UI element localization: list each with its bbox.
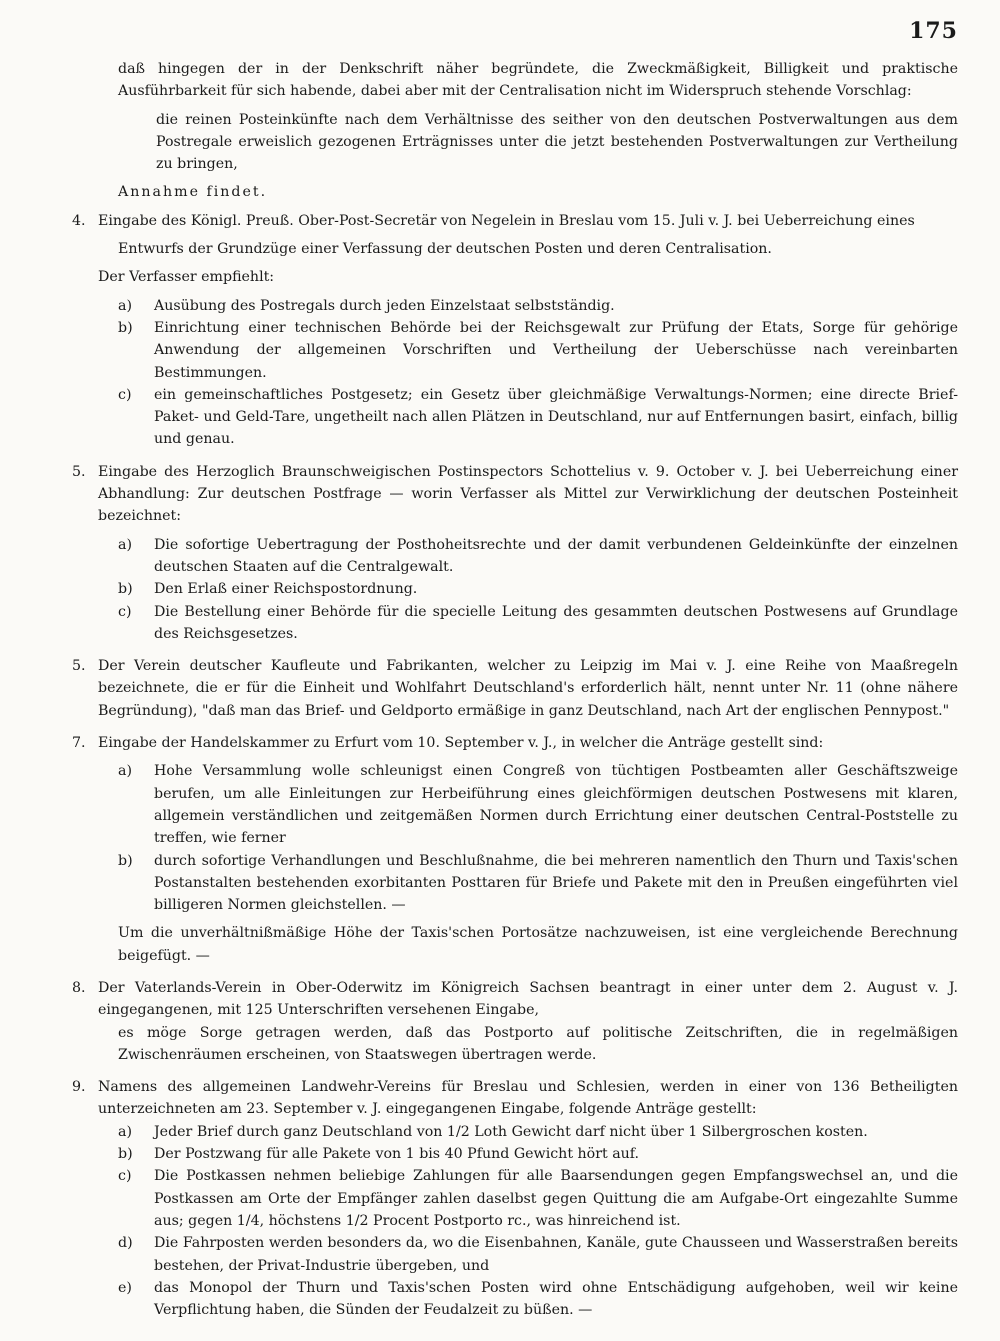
item-number: 5.	[72, 463, 86, 480]
sub-label: b)	[118, 581, 133, 598]
item-text: Der Verein deutscher Kaufleute und Fabrikanten, welcher zu Leipzig im Mai v. J. eine Reihe von Maaßregeln bezeichnete, die er für die Einheit und Wohlfahrt Deutschland's erforderlich hält, nennt unter Nr. 11 (ohne nähere Begründung), "daß man das Brief- und Geldporto ermäßige in ganz Deutschland, nach Art der englischen Pennypost."	[98, 658, 958, 719]
sub-label: a)	[118, 536, 132, 553]
sub-text: Die Postkassen nehmen beliebige Zahlungen für alle Baarsendungen gegen Empfangswechsel an, und die Postkassen am Orte der Empfänger zahlen daselbst gegen Quittung die am Aufgabe-Ort eingezahlte Summe aus; gegen 1/4, höchstens 1/2 Procent Postporto rc., was hinreichend ist.	[154, 1168, 958, 1229]
list-item	[72, 732, 958, 967]
sub-label: c)	[118, 1168, 132, 1185]
sub-text: Der Postzwang für alle Pakete von 1 bis 40 Pfund Gewicht hört auf.	[154, 1146, 640, 1163]
sub-item	[98, 601, 958, 646]
item-text: Eingabe der Handelskammer zu Erfurt vom 10. September v. J., in welcher die Anträge gestellt sind:	[98, 735, 824, 752]
intro-paragraph: daß hingegen der in der Denkschrift näher begründete, die Zweckmäßigkeit, Billigkeit und praktische Ausführbarkeit für sich habende, dabei aber mit der Centralisation nicht im Widerspruch stehende Vorschlag:	[118, 61, 958, 100]
item-number: 7.	[72, 735, 86, 752]
list-item	[72, 210, 958, 451]
sub-text: Einrichtung einer technischen Behörde bei der Reichsgewalt zur Prüfung der Etats, Sorge für gehörige Anwendung der allgemeinen Vorschriften und Vertheilung der Ueberschüsse nach vereinbarten Bestimmungen.	[154, 319, 958, 381]
sub-text: Den Erlaß einer Reichspostordnung.	[154, 581, 418, 598]
item-number: 5.	[72, 658, 86, 675]
item-title: Entwurfs der Grundzüge einer Verfassung der deutschen Posten und deren Centralisation.	[118, 241, 772, 258]
sub-text: Hohe Versammlung wolle schleunigst einen Congreß von tüchtigen Postbeamten aller Geschäftszweige berufen, um alle Einleitungen zur Herbeiführung eines gleichförmigen deutschen Postwesens mit klaren, allgemein verständlichen und zeitgemäßen Normen durch Errichtung einer deutschen Central-Poststelle zu treffen, wie ferner	[154, 763, 958, 847]
sub-item	[98, 1143, 958, 1165]
sub-text: Die Bestellung einer Behörde für die specielle Leitung des gesammten deutschen Postwesens auf Grundlage des Reichsgesetzes.	[154, 603, 958, 642]
sub-text: das Monopol der Thurn und Taxis'schen Posten wird ohne Entschädigung aufgehoben, weil wir keine Verpflichtung haben, die Sünden der Feudalzeit zu büßen. —	[154, 1279, 958, 1319]
page-number: 175	[909, 18, 958, 44]
item-text: Eingabe des Königl. Preuß. Ober-Post-Secretär von Negelein in Breslau vom 15. Juli v. J. bei Ueberreichung eines	[98, 212, 915, 229]
sub-text: Ausübung des Postregals durch jeden Einzelstaat selbstständig.	[154, 297, 615, 314]
sub-text: ein gemeinschaftliches Postgesetz; ein Gesetz über gleichmäßige Verwaltungs-Normen; eine directe Brief-Paket- und Geld-Tare, ungetheilt nach allen Plätzen in Deutschland, nur auf Entfernungen basirt, einfach, billig und genau.	[154, 386, 958, 448]
sub-item	[98, 534, 958, 579]
sub-label: a)	[118, 763, 132, 780]
sub-label: c)	[118, 386, 132, 403]
sub-label: a)	[118, 297, 132, 314]
item-number: 4.	[72, 212, 86, 229]
item-after-text: Um die unverhältnißmäßige Höhe der Taxis'schen Portosätze nachzuweisen, ist eine vergleichende Berechnung beigefügt. —	[118, 925, 958, 964]
sub-label: a)	[118, 1123, 132, 1140]
list-item	[72, 977, 958, 1066]
item-number: 8.	[72, 979, 86, 996]
item-text: Namens des allgemeinen Landwehr-Vereins für Breslau und Schlesien, werden in einer von 136 Betheiligten unterzeichneten am 23. September v. J. eingegangenen Eingabe, folgende Anträge gestellt:	[98, 1079, 958, 1118]
sub-item	[98, 1232, 958, 1277]
sub-item	[98, 1121, 958, 1143]
sub-item	[98, 295, 958, 317]
sub-text: Die Fahrposten werden besonders da, wo die Eisenbahnen, Kanäle, gute Chausseen und Wasserstraßen bereits bestehen, der Privat-Industrie übergeben, und	[154, 1235, 958, 1274]
item-text: Der Vaterlands-Verein in Ober-Oderwitz im Königreich Sachsen beantragt in einer unter dem 2. August v. J. eingegangenen, mit 125 Unterschriften versehenen Eingabe,	[98, 979, 958, 1019]
sub-label: b)	[118, 852, 133, 869]
intro-quote: die reinen Posteinkünfte nach dem Verhältnisse des seither von den deutschen Postverwaltungen aus dem Postregale erweislich gezogenen Erträgnisses unter die jetzt bestehenden Postverwaltungen zur Vertheilung zu bringen,	[156, 111, 958, 173]
sub-item	[98, 578, 958, 600]
sub-item	[98, 384, 958, 451]
sub-text: Jeder Brief durch ganz Deutschland von 1/2 Loth Gewicht darf nicht über 1 Silbergroschen kosten.	[154, 1123, 868, 1140]
sub-item	[98, 1277, 958, 1322]
item-number: 9.	[72, 1079, 86, 1096]
sub-item	[98, 760, 958, 849]
item-text: Eingabe des Herzoglich Braunschweigischen Postinspectors Schottelius v. 9. October v. J. bei Ueberreichung einer Abhandlung: Zur deutschen Postfrage — worin Verfasser als Mittel zur Verwirklichung der deutschen Posteinheit bezeichnet:	[98, 463, 958, 525]
sub-label: d)	[118, 1235, 133, 1252]
list-item	[72, 461, 958, 645]
sub-text: Die sofortige Uebertragung der Posthoheitsrechte und der damit verbundenen Geldeinkünfte der einzelnen deutschen Staaten auf die Centralgewalt.	[154, 536, 958, 575]
list-item	[72, 1076, 958, 1321]
sub-item	[98, 850, 958, 917]
sub-label: b)	[118, 319, 133, 336]
sub-item	[98, 1165, 958, 1232]
page-content	[72, 58, 958, 1321]
sub-item	[98, 317, 958, 384]
intro-conclusion: Annahme findet.	[118, 184, 268, 201]
list-item	[72, 655, 958, 722]
sub-label: b)	[118, 1146, 133, 1163]
item-quote: es möge Sorge getragen werden, daß das Postporto auf politische Zeitschriften, die in regelmäßigen Zwischenräumen erscheinen, von Staatswegen übertragen werde.	[118, 1024, 958, 1063]
sub-label: c)	[118, 603, 132, 620]
sub-label: e)	[118, 1279, 132, 1296]
sub-text: durch sofortige Verhandlungen und Beschlußnahme, die bei mehreren namentlich den Thurn und Taxis'schen Postanstalten bestehenden exorbitanten Posttaren für Briefe und Pakete mit den in Preußen eingeführten viel billigeren Normen gleichstellen. —	[154, 852, 958, 914]
item-lead: Der Verfasser empfiehlt:	[98, 269, 275, 286]
